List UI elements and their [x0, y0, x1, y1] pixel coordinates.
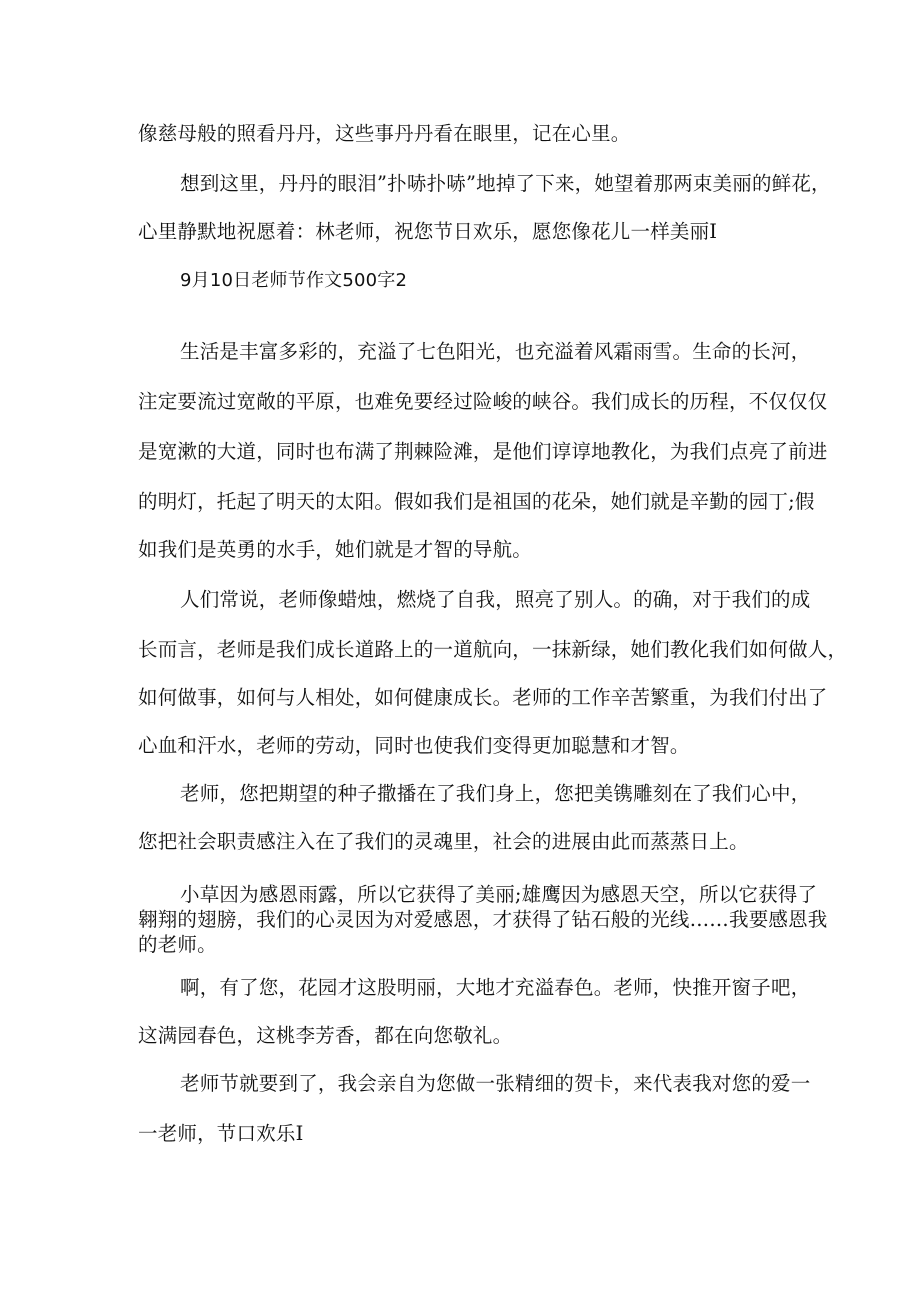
paragraph-line: 您把社会职责感注入在了我们的灵魂里，社会的进展由此而蒸蒸日上。 [138, 830, 749, 853]
paragraph-line: 是宽漱的大道，同时也布满了荆棘险滩，是他们谆谆地教化，为我们点亮了前进 [138, 440, 828, 463]
paragraph-line: 生活是丰富多彩的，充溢了七色阳光，也充溢着风霜雨雪。生命的长河， [180, 340, 811, 363]
paragraph-line: 一老师，节口欢乐I [138, 1122, 304, 1145]
paragraph-line: 这满园春色，这桃李芳香，都在向您敬礼。 [138, 1024, 513, 1047]
paragraph-line: 像慈母般的照看丹丹，这些事丹丹看在眼里，记在心里。 [138, 122, 631, 145]
paragraph-line: 想到这里，丹丹的眼泪”扑哧扑哧”地掉了下来，她望着那两束美丽的鲜花， [180, 172, 831, 195]
paragraph-line: 老师，您把期望的种子撒播在了我们身上，您把美镌雕刻在了我们心中， [180, 782, 811, 805]
paragraph-line: 老师节就要到了，我会亲自为您做一张精细的贺卡，来代表我对您的爱一 [180, 1072, 811, 1095]
paragraph-line: 心血和汗水，老师的劳动，同时也使我们变得更加聪慧和才智。 [138, 734, 690, 757]
paragraph-line: 啊，有了您，花园才这股明丽，大地才充溢春色。老师，快推开窗子吧， [180, 976, 811, 999]
paragraph-line: 注定要流过宽敞的平原，也难免要经过险峻的峡谷。我们成长的历程，不仅仅仅 [138, 390, 828, 413]
paragraph-line: 的明灯，托起了明天的太阳。假如我们是祖国的花朵，她们就是辛勤的园丁;假 [138, 490, 815, 513]
paragraph-line: 如我们是英勇的水手，她们就是才智的导航。 [138, 538, 533, 561]
paragraph-line: 长而言，老师是我们成长道路上的一道航向，一抹新绿，她们教化我们如何做人， [138, 638, 848, 661]
paragraph-line: 心里静默地祝愿着：林老师，祝您节日欢乐，愿您像花儿一样美丽I [138, 220, 718, 243]
paragraph-line: 小草因为感恩雨露，所以它获得了美丽;雄鹰因为感恩天空，所以它获得了 [180, 883, 818, 906]
paragraph-line: 的老师。 [138, 933, 217, 956]
paragraph-line: 翱翔的翅膀，我们的心灵因为对爱感恩，才获得了钻石般的光线……我要感恩我 [138, 908, 828, 931]
paragraph-line: 如何做事，如何与人相处，如何健康成长。老师的工作辛苦繁重，为我们付出了 [138, 686, 828, 709]
paragraph-line: 人们常说，老师像蜡烛，燃烧了自我，照亮了别人。的确，对于我们的成 [180, 588, 811, 611]
section-heading: 9月10日老师节作文500字2 [180, 270, 408, 291]
